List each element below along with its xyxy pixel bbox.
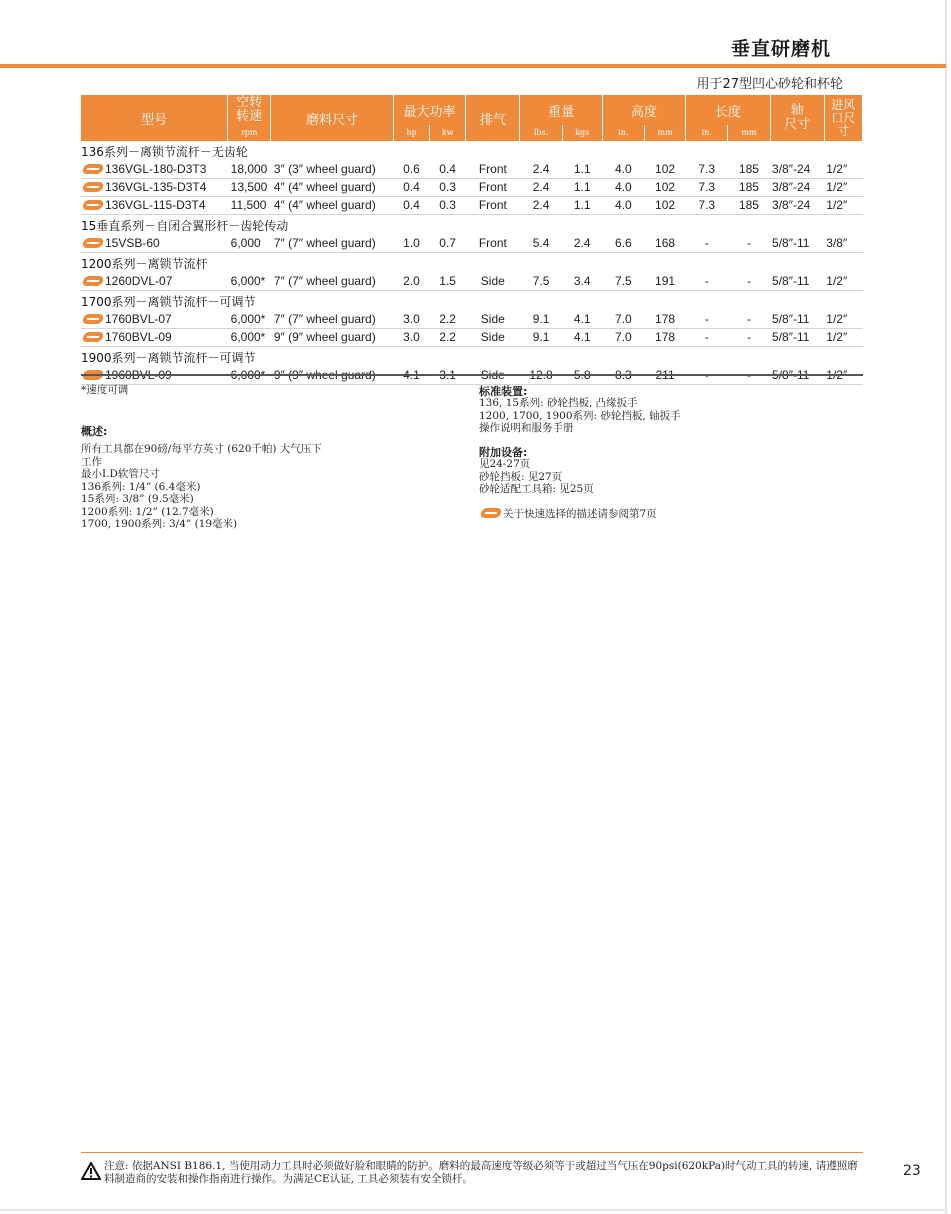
length-in-cell: - bbox=[686, 329, 728, 347]
header-height: 高度 bbox=[602, 95, 685, 125]
header-speed-unit: rpm bbox=[228, 125, 271, 141]
power-hp-cell: 1.0 bbox=[393, 235, 429, 253]
weight-lbs-cell: 7.5 bbox=[520, 273, 562, 291]
abrasive-size-cell: 7″ (7″ wheel guard) bbox=[271, 235, 394, 253]
header-height-mm: mm bbox=[644, 125, 685, 141]
brand-logo-icon bbox=[82, 332, 105, 342]
exhaust-cell: Front bbox=[466, 235, 520, 253]
model-cell bbox=[81, 329, 228, 347]
power-kw-cell: 0.3 bbox=[430, 179, 466, 197]
brand-logo-icon bbox=[82, 276, 105, 286]
brand-logo-icon bbox=[82, 200, 105, 210]
overview-line: 最小I.D软管尺寸 bbox=[81, 468, 160, 480]
weight-kgs-cell: 4.1 bbox=[562, 311, 602, 329]
series-header-row bbox=[81, 253, 863, 274]
abrasive-size-cell: 4″ (4″ wheel guard) bbox=[271, 179, 394, 197]
accessory-line: 见24-27页 bbox=[479, 458, 531, 470]
model-number: 1760BVL-09 bbox=[105, 330, 172, 344]
weight-kgs-cell: 4.1 bbox=[562, 329, 602, 347]
table-row bbox=[81, 329, 863, 347]
length-in-cell: 7.3 bbox=[686, 161, 728, 179]
height-mm-cell: 102 bbox=[644, 161, 685, 179]
model-number: 1760BVL-07 bbox=[105, 312, 172, 326]
power-hp-cell: 0.6 bbox=[393, 161, 429, 179]
page-edge-bottom bbox=[0, 1209, 946, 1211]
abrasive-size-cell: 9″ (9″ wheel guard) bbox=[271, 329, 394, 347]
spindle-size-cell: 3/8″-24 bbox=[770, 197, 824, 215]
height-in-cell: 7.5 bbox=[602, 273, 644, 291]
height-mm-cell: 168 bbox=[644, 235, 685, 253]
power-hp-cell: 0.4 bbox=[393, 179, 429, 197]
weight-lbs-cell: 2.4 bbox=[520, 197, 562, 215]
height-mm-cell: 178 bbox=[644, 311, 685, 329]
power-kw-cell: 0.3 bbox=[430, 197, 466, 215]
model-cell bbox=[81, 311, 228, 329]
page-title: 垂直研磨机 bbox=[730, 38, 831, 60]
header-power: 最大功率 bbox=[393, 95, 465, 125]
header-height-in: in. bbox=[602, 125, 644, 141]
header-length: 长度 bbox=[686, 95, 770, 125]
brand-logo-icon bbox=[82, 164, 105, 174]
overview-line: 136系列: 1/4” (6.4毫米) bbox=[81, 480, 201, 493]
standard-line: 136, 15系列: 砂轮挡板, 凸缘扳手 bbox=[479, 397, 638, 409]
page-subtitle: 用于27型凹心砂轮和杯轮 bbox=[696, 77, 843, 92]
spec-table bbox=[81, 95, 863, 385]
model-cell bbox=[81, 161, 228, 179]
page-edge-right bbox=[945, 0, 947, 1214]
series-header-row bbox=[81, 347, 863, 368]
exhaust-cell: Side bbox=[466, 273, 520, 291]
series-header-row bbox=[81, 141, 863, 161]
height-mm-cell: 102 bbox=[644, 197, 685, 215]
length-in-cell: - bbox=[686, 273, 728, 291]
model-number: 1260DVL-07 bbox=[105, 274, 173, 288]
overview-title: 概述: bbox=[81, 425, 108, 438]
inlet-size-cell: 1/2″ bbox=[824, 161, 862, 179]
table-row bbox=[81, 197, 863, 215]
power-hp-cell: 2.0 bbox=[393, 273, 429, 291]
brand-logo-icon bbox=[82, 238, 105, 248]
inlet-size-cell: 1/2″ bbox=[824, 329, 862, 347]
overview-list bbox=[81, 443, 322, 531]
spindle-size-cell: 3/8″-24 bbox=[770, 161, 824, 179]
height-in-cell: 6.6 bbox=[602, 235, 644, 253]
header-model: 型号 bbox=[81, 95, 228, 141]
speed-cell: 6,000 bbox=[228, 235, 271, 253]
series-title: 15垂直系列－自闭合翼形杆－齿轮传动 bbox=[81, 219, 289, 233]
header-spindle: 轴 尺寸 bbox=[770, 95, 824, 141]
speed-cell: 6,000* bbox=[228, 273, 271, 291]
header-weight-lbs: lbs. bbox=[520, 125, 562, 141]
inlet-size-cell: 1/2″ bbox=[824, 273, 862, 291]
table-row bbox=[81, 235, 863, 253]
header-weight-kgs: kgs bbox=[562, 125, 602, 141]
brand-logo-icon bbox=[82, 182, 105, 192]
length-mm-cell: 185 bbox=[728, 179, 770, 197]
overview-line: 工作 bbox=[81, 455, 102, 468]
header-length-in: in. bbox=[686, 125, 728, 141]
header-weight: 重量 bbox=[520, 95, 602, 125]
series-header-row bbox=[81, 291, 863, 312]
power-kw-cell: 2.2 bbox=[430, 329, 466, 347]
model-number: 136VGL-135-D3T4 bbox=[105, 180, 207, 194]
table-row bbox=[81, 311, 863, 329]
exhaust-cell: Front bbox=[466, 197, 520, 215]
exhaust-cell: Side bbox=[466, 329, 520, 347]
overview-line: 1200系列: 1/2” (12.7毫米) bbox=[81, 505, 214, 518]
length-mm-cell: - bbox=[728, 311, 770, 329]
header-length-mm: mm bbox=[728, 125, 770, 141]
inlet-size-cell: 3/8″ bbox=[824, 235, 862, 253]
table-row bbox=[81, 273, 863, 291]
quick-reference bbox=[481, 508, 657, 521]
accessories-title: 附加设备: bbox=[479, 446, 528, 459]
brand-logo-icon bbox=[480, 508, 503, 518]
power-hp-cell: 3.0 bbox=[393, 311, 429, 329]
abrasive-size-cell: 4″ (4″ wheel guard) bbox=[271, 197, 394, 215]
model-number: 136VGL-115-D3T4 bbox=[105, 198, 206, 212]
speed-cell: 13,500 bbox=[228, 179, 271, 197]
accessory-line: 砂轮挡板: 见27页 bbox=[479, 470, 563, 483]
weight-kgs-cell: 1.1 bbox=[562, 161, 602, 179]
header-power-kw: kw bbox=[430, 125, 466, 141]
length-in-cell: - bbox=[686, 235, 728, 253]
series-title: 1200系列－离锁节流杆 bbox=[81, 257, 208, 271]
speed-cell: 11,500 bbox=[228, 197, 271, 215]
standard-line: 1200, 1700, 1900系列: 砂轮挡板, 轴扳手 bbox=[479, 409, 681, 422]
speed-cell: 6,000* bbox=[228, 311, 271, 329]
accessories-list bbox=[479, 458, 594, 496]
series-title: 1900系列－离锁节流杆－可调节 bbox=[81, 351, 256, 365]
weight-lbs-cell: 5.4 bbox=[520, 235, 562, 253]
header-speed: 空转 转速 bbox=[228, 95, 271, 125]
inlet-size-cell: 1/2″ bbox=[824, 179, 862, 197]
table-bottom-rule bbox=[81, 374, 863, 376]
power-kw-cell: 0.7 bbox=[430, 235, 466, 253]
header-abrasive: 磨料尺寸 bbox=[271, 95, 394, 141]
overview-line: 15系列: 3/8” (9.5毫米) bbox=[81, 493, 194, 505]
length-mm-cell: - bbox=[728, 329, 770, 347]
height-in-cell: 7.0 bbox=[602, 311, 644, 329]
spindle-size-cell: 5/8″-11 bbox=[770, 311, 824, 329]
page-number: 23 bbox=[903, 1163, 921, 1179]
abrasive-size-cell: 7″ (7″ wheel guard) bbox=[271, 311, 394, 329]
header-exhaust: 排气 bbox=[466, 95, 520, 141]
spindle-size-cell: 3/8″-24 bbox=[770, 179, 824, 197]
exhaust-cell: Front bbox=[466, 161, 520, 179]
length-mm-cell: - bbox=[728, 273, 770, 291]
length-in-cell: 7.3 bbox=[686, 197, 728, 215]
height-in-cell: 7.0 bbox=[602, 329, 644, 347]
weight-kgs-cell: 1.1 bbox=[562, 197, 602, 215]
power-hp-cell: 3.0 bbox=[393, 329, 429, 347]
model-cell bbox=[81, 197, 228, 215]
inlet-size-cell: 1/2″ bbox=[824, 311, 862, 329]
footer-rule bbox=[81, 1152, 863, 1153]
safety-warning: 注意: 依据ANSI B186.1, 当使用动力工具时必须做好脸和眼睛的防护。磨料的最高速度等级必须等于或超过当气压在90psi(620kPa)时气动工具的转速, 请遵照磨料制造商的安装和操作指南进行操作。为满足CE认证, 工具必须装有安全锁杆。 bbox=[104, 1160, 858, 1185]
length-mm-cell: 185 bbox=[728, 197, 770, 215]
length-in-cell: 7.3 bbox=[686, 179, 728, 197]
header-inlet: 进风 口尺 寸 bbox=[824, 95, 862, 141]
weight-kgs-cell: 3.4 bbox=[562, 273, 602, 291]
abrasive-size-cell: 3″ (3″ wheel guard) bbox=[271, 161, 394, 179]
series-title: 136系列－离锁节流杆－无齿轮 bbox=[81, 145, 248, 159]
height-mm-cell: 102 bbox=[644, 179, 685, 197]
length-mm-cell: - bbox=[728, 235, 770, 253]
weight-kgs-cell: 1.1 bbox=[562, 179, 602, 197]
height-mm-cell: 191 bbox=[644, 273, 685, 291]
standard-line: 操作说明和服务手册 bbox=[479, 422, 574, 434]
speed-cell: 6,000* bbox=[228, 329, 271, 347]
weight-kgs-cell: 2.4 bbox=[562, 235, 602, 253]
height-mm-cell: 178 bbox=[644, 329, 685, 347]
table-row bbox=[81, 179, 863, 197]
model-cell bbox=[81, 235, 228, 253]
standard-equipment-title: 标准装置: bbox=[479, 385, 528, 398]
model-cell bbox=[81, 179, 228, 197]
accessory-line: 砂轮适配工具箱: 见25页 bbox=[479, 483, 594, 495]
series-title: 1700系列－离锁节流杆－可调节 bbox=[81, 295, 256, 309]
speed-footnote: *速度可调 bbox=[81, 384, 129, 396]
brand-logo-icon bbox=[82, 314, 105, 324]
exhaust-cell: Side bbox=[466, 311, 520, 329]
power-kw-cell: 1.5 bbox=[430, 273, 466, 291]
spec-table-body bbox=[81, 141, 863, 385]
standard-equipment-list bbox=[479, 397, 681, 435]
weight-lbs-cell: 2.4 bbox=[520, 161, 562, 179]
table-row bbox=[81, 161, 863, 179]
series-header-row bbox=[81, 215, 863, 236]
spindle-size-cell: 5/8″-11 bbox=[770, 329, 824, 347]
spindle-size-cell: 5/8″-11 bbox=[770, 235, 824, 253]
overview-line: 1700, 1900系列: 3/4” (19毫米) bbox=[81, 518, 238, 530]
weight-lbs-cell: 2.4 bbox=[520, 179, 562, 197]
abrasive-size-cell: 7″ (7″ wheel guard) bbox=[271, 273, 394, 291]
spindle-size-cell: 5/8″-11 bbox=[770, 273, 824, 291]
model-number: 136VGL-180-D3T3 bbox=[105, 162, 207, 176]
height-in-cell: 4.0 bbox=[602, 161, 644, 179]
weight-lbs-cell: 9.1 bbox=[520, 329, 562, 347]
power-hp-cell: 0.4 bbox=[393, 197, 429, 215]
quick-reference-text: 关于快速选择的描述请参阅第7页 bbox=[503, 508, 657, 520]
height-in-cell: 4.0 bbox=[602, 179, 644, 197]
weight-lbs-cell: 9.1 bbox=[520, 311, 562, 329]
power-kw-cell: 0.4 bbox=[430, 161, 466, 179]
model-cell bbox=[81, 273, 228, 291]
height-in-cell: 4.0 bbox=[602, 197, 644, 215]
header-power-hp: hp bbox=[393, 125, 429, 141]
overview-line: 所有工具都在90磅/每平方英寸 (620千帕) 大气压下 bbox=[81, 443, 322, 455]
speed-cell: 18,000 bbox=[228, 161, 271, 179]
length-in-cell: - bbox=[686, 311, 728, 329]
header-rule bbox=[0, 64, 946, 68]
warning-icon bbox=[81, 1162, 101, 1180]
length-mm-cell: 185 bbox=[728, 161, 770, 179]
inlet-size-cell: 1/2″ bbox=[824, 197, 862, 215]
power-kw-cell: 2.2 bbox=[430, 311, 466, 329]
model-number: 15VSB-60 bbox=[105, 236, 160, 250]
exhaust-cell: Front bbox=[466, 179, 520, 197]
